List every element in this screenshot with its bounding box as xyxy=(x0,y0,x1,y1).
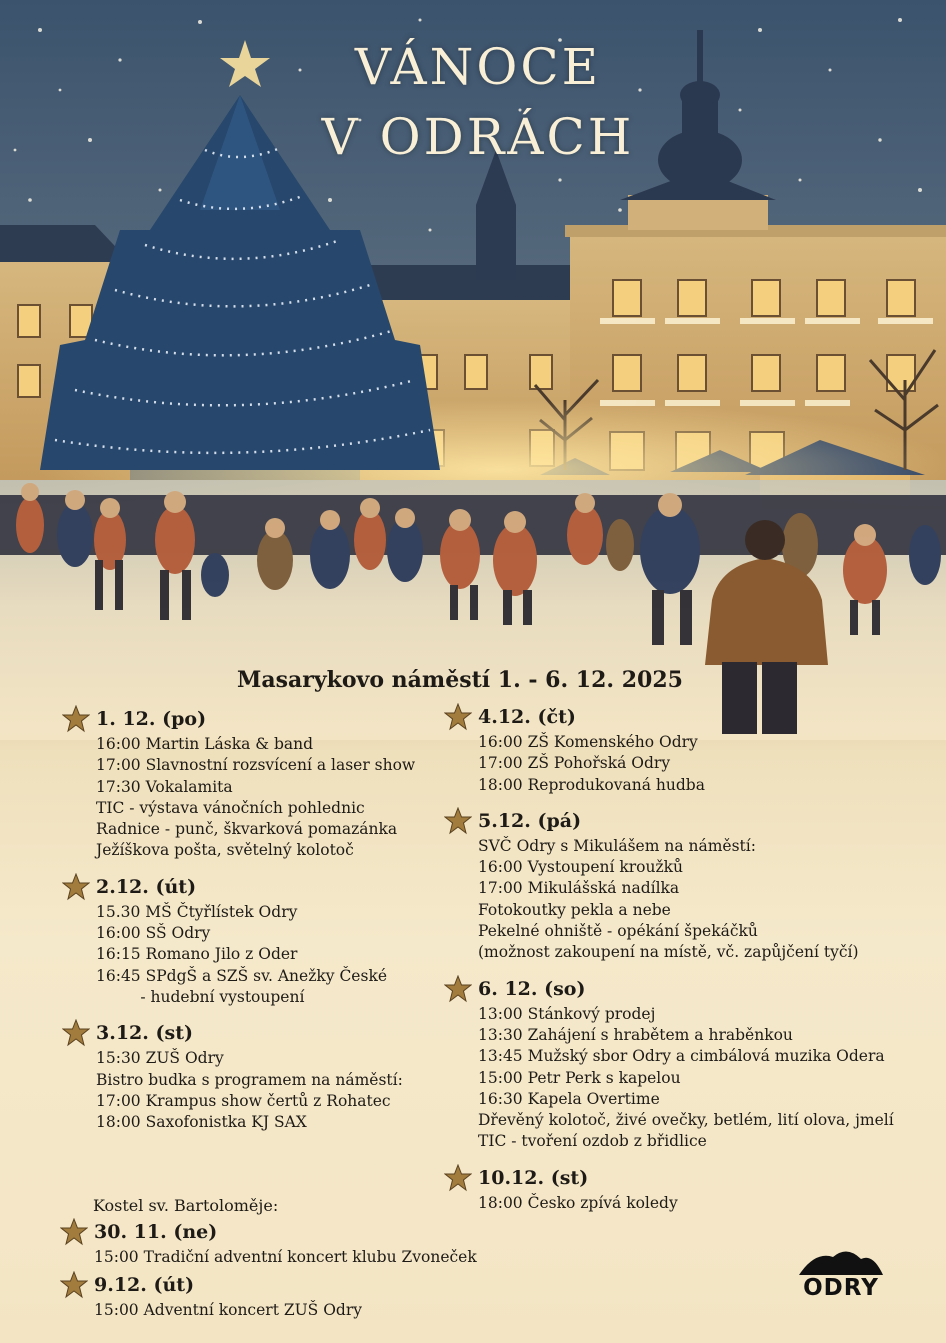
program-item: TIC - tvoření ozdob z břidlice xyxy=(478,1132,707,1151)
day-block xyxy=(444,702,914,796)
program-item: 17:00 Krampus show čertů z Rohatec xyxy=(96,1091,391,1110)
day-heading xyxy=(444,702,914,732)
program-item: 15:00 Petr Perk s kapelou xyxy=(478,1068,681,1087)
gold-star-icon xyxy=(444,703,472,731)
gold-star-icon xyxy=(444,975,472,1003)
program-item: Ježíškova pošta, světelný kolotoč xyxy=(96,841,354,860)
day-items xyxy=(62,734,452,862)
day-items xyxy=(62,902,452,1008)
day-block xyxy=(62,704,452,862)
gold-star-icon xyxy=(62,705,90,733)
program-item: 13:30 Zahájení s hrabětem a hraběnkou xyxy=(478,1025,793,1044)
program-item: 18:00 Saxofonistka KJ SAX xyxy=(96,1113,307,1132)
program-item: 16:00 Vystoupení kroužků xyxy=(478,858,684,877)
program-item: 17:00 Mikulášská nadílka xyxy=(478,879,680,898)
day-items xyxy=(60,1300,540,1321)
day-label: 30. 11. (ne) xyxy=(94,1221,218,1243)
church-section xyxy=(60,1196,540,1332)
program-item: SVČ Odry s Mikulášem na náměstí: xyxy=(478,836,756,855)
program-item: 16:00 Martin Láska & band xyxy=(96,735,314,753)
gold-star-icon xyxy=(60,1218,88,1246)
day-block xyxy=(60,1270,540,1321)
day-label: 4.12. (čt) xyxy=(478,706,576,728)
logo-text: ODRY xyxy=(803,1275,879,1301)
day-block xyxy=(62,872,452,1008)
program-item: 18:00 Reprodukovaná hudba xyxy=(478,775,705,794)
day-heading xyxy=(60,1270,540,1300)
program-item: 16:45 SPdgŠ a SZŠ sv. Anežky České xyxy=(96,966,388,985)
gold-star-icon xyxy=(62,1019,90,1047)
day-label: 10.12. (st) xyxy=(478,1166,589,1189)
day-heading xyxy=(444,1163,914,1193)
program-item: 17:00 ZŠ Pohořská Odry xyxy=(478,754,671,773)
program-item: 16:30 Kapela Overtime xyxy=(478,1089,660,1108)
day-label: 2.12. (út) xyxy=(96,875,197,898)
poster-title-line2: V ODRÁCH xyxy=(321,108,635,166)
day-items xyxy=(444,1004,914,1153)
program-item: Bistro budka s programem na náměstí: xyxy=(96,1070,403,1089)
program-item: Pekelné ohniště - opékání špekáčků xyxy=(478,922,758,941)
program-item: 16:00 SŠ Odry xyxy=(96,924,211,943)
program-right-column xyxy=(444,702,914,1224)
day-label: 1. 12. (po) xyxy=(96,708,207,730)
day-heading xyxy=(60,1217,540,1247)
day-heading xyxy=(62,1018,452,1048)
venue-and-dates: Masarykovo náměstí 1. - 6. 12. 2025 xyxy=(237,667,683,693)
day-items xyxy=(444,732,914,796)
day-block xyxy=(444,974,914,1153)
program-item: 18:00 Česko zpívá koledy xyxy=(478,1193,678,1212)
gold-star-icon xyxy=(444,807,472,835)
day-label: 5.12. (pá) xyxy=(478,809,582,832)
program-item: 17:30 Vokalamita xyxy=(96,777,233,796)
church-title: Kostel sv. Bartoloměje: xyxy=(93,1196,279,1215)
gold-star-icon xyxy=(62,873,90,901)
day-items xyxy=(62,1048,452,1133)
program-item: Radnice - punč, škvarková pomazánka xyxy=(96,820,398,839)
program-item: Fotokoutky pekla a nebe xyxy=(478,900,671,919)
day-items xyxy=(444,836,914,964)
program-item: 15:30 ZUŠ Odry xyxy=(96,1049,224,1068)
day-heading xyxy=(62,872,452,902)
program-item: 16:00 ZŠ Komenského Odry xyxy=(478,733,698,751)
program-left-column xyxy=(62,704,452,1143)
program-item: Dřevěný kolotoč, živé ovečky, betlém, lití olova, jmelí xyxy=(478,1111,894,1130)
program-item: 13:45 Mužský sbor Odry a cimbálová muzika Odera xyxy=(478,1047,885,1066)
program-item: 16:15 Romano Jilo z Oder xyxy=(96,945,298,964)
program-item: (možnost zakoupení na místě, vč. zapůjčení tyčí) xyxy=(478,943,859,962)
day-items xyxy=(60,1247,540,1268)
day-label: 6. 12. (so) xyxy=(478,977,586,1000)
program-item: 15:00 Tradiční adventní koncert klubu Zvoneček xyxy=(94,1248,477,1266)
day-label: 3.12. (st) xyxy=(96,1022,193,1045)
gold-star-icon xyxy=(444,1164,472,1192)
poster-title-line1: VÁNOCE xyxy=(354,38,602,96)
odry-logo xyxy=(795,1247,887,1305)
day-label: 9.12. (út) xyxy=(94,1274,195,1297)
program-item: - hudební vystoupení xyxy=(96,987,305,1006)
program-item: 13:00 Stánkový prodej xyxy=(478,1004,656,1023)
program-item: TIC - výstava vánočních pohlednic xyxy=(96,798,365,817)
day-heading xyxy=(62,704,452,734)
day-block xyxy=(62,1018,452,1133)
day-block xyxy=(60,1217,540,1268)
mountain-logo-icon xyxy=(795,1247,887,1277)
day-heading xyxy=(444,974,914,1004)
program-item: 15.30 MŠ Čtyřlístek Odry xyxy=(96,902,298,921)
program-item: 15:00 Adventní koncert ZUŠ Odry xyxy=(94,1301,363,1320)
day-block xyxy=(444,806,914,964)
gold-star-icon xyxy=(60,1271,88,1299)
day-heading xyxy=(444,806,914,836)
program-item: 17:00 Slavnostní rozsvícení a laser show xyxy=(96,756,416,775)
